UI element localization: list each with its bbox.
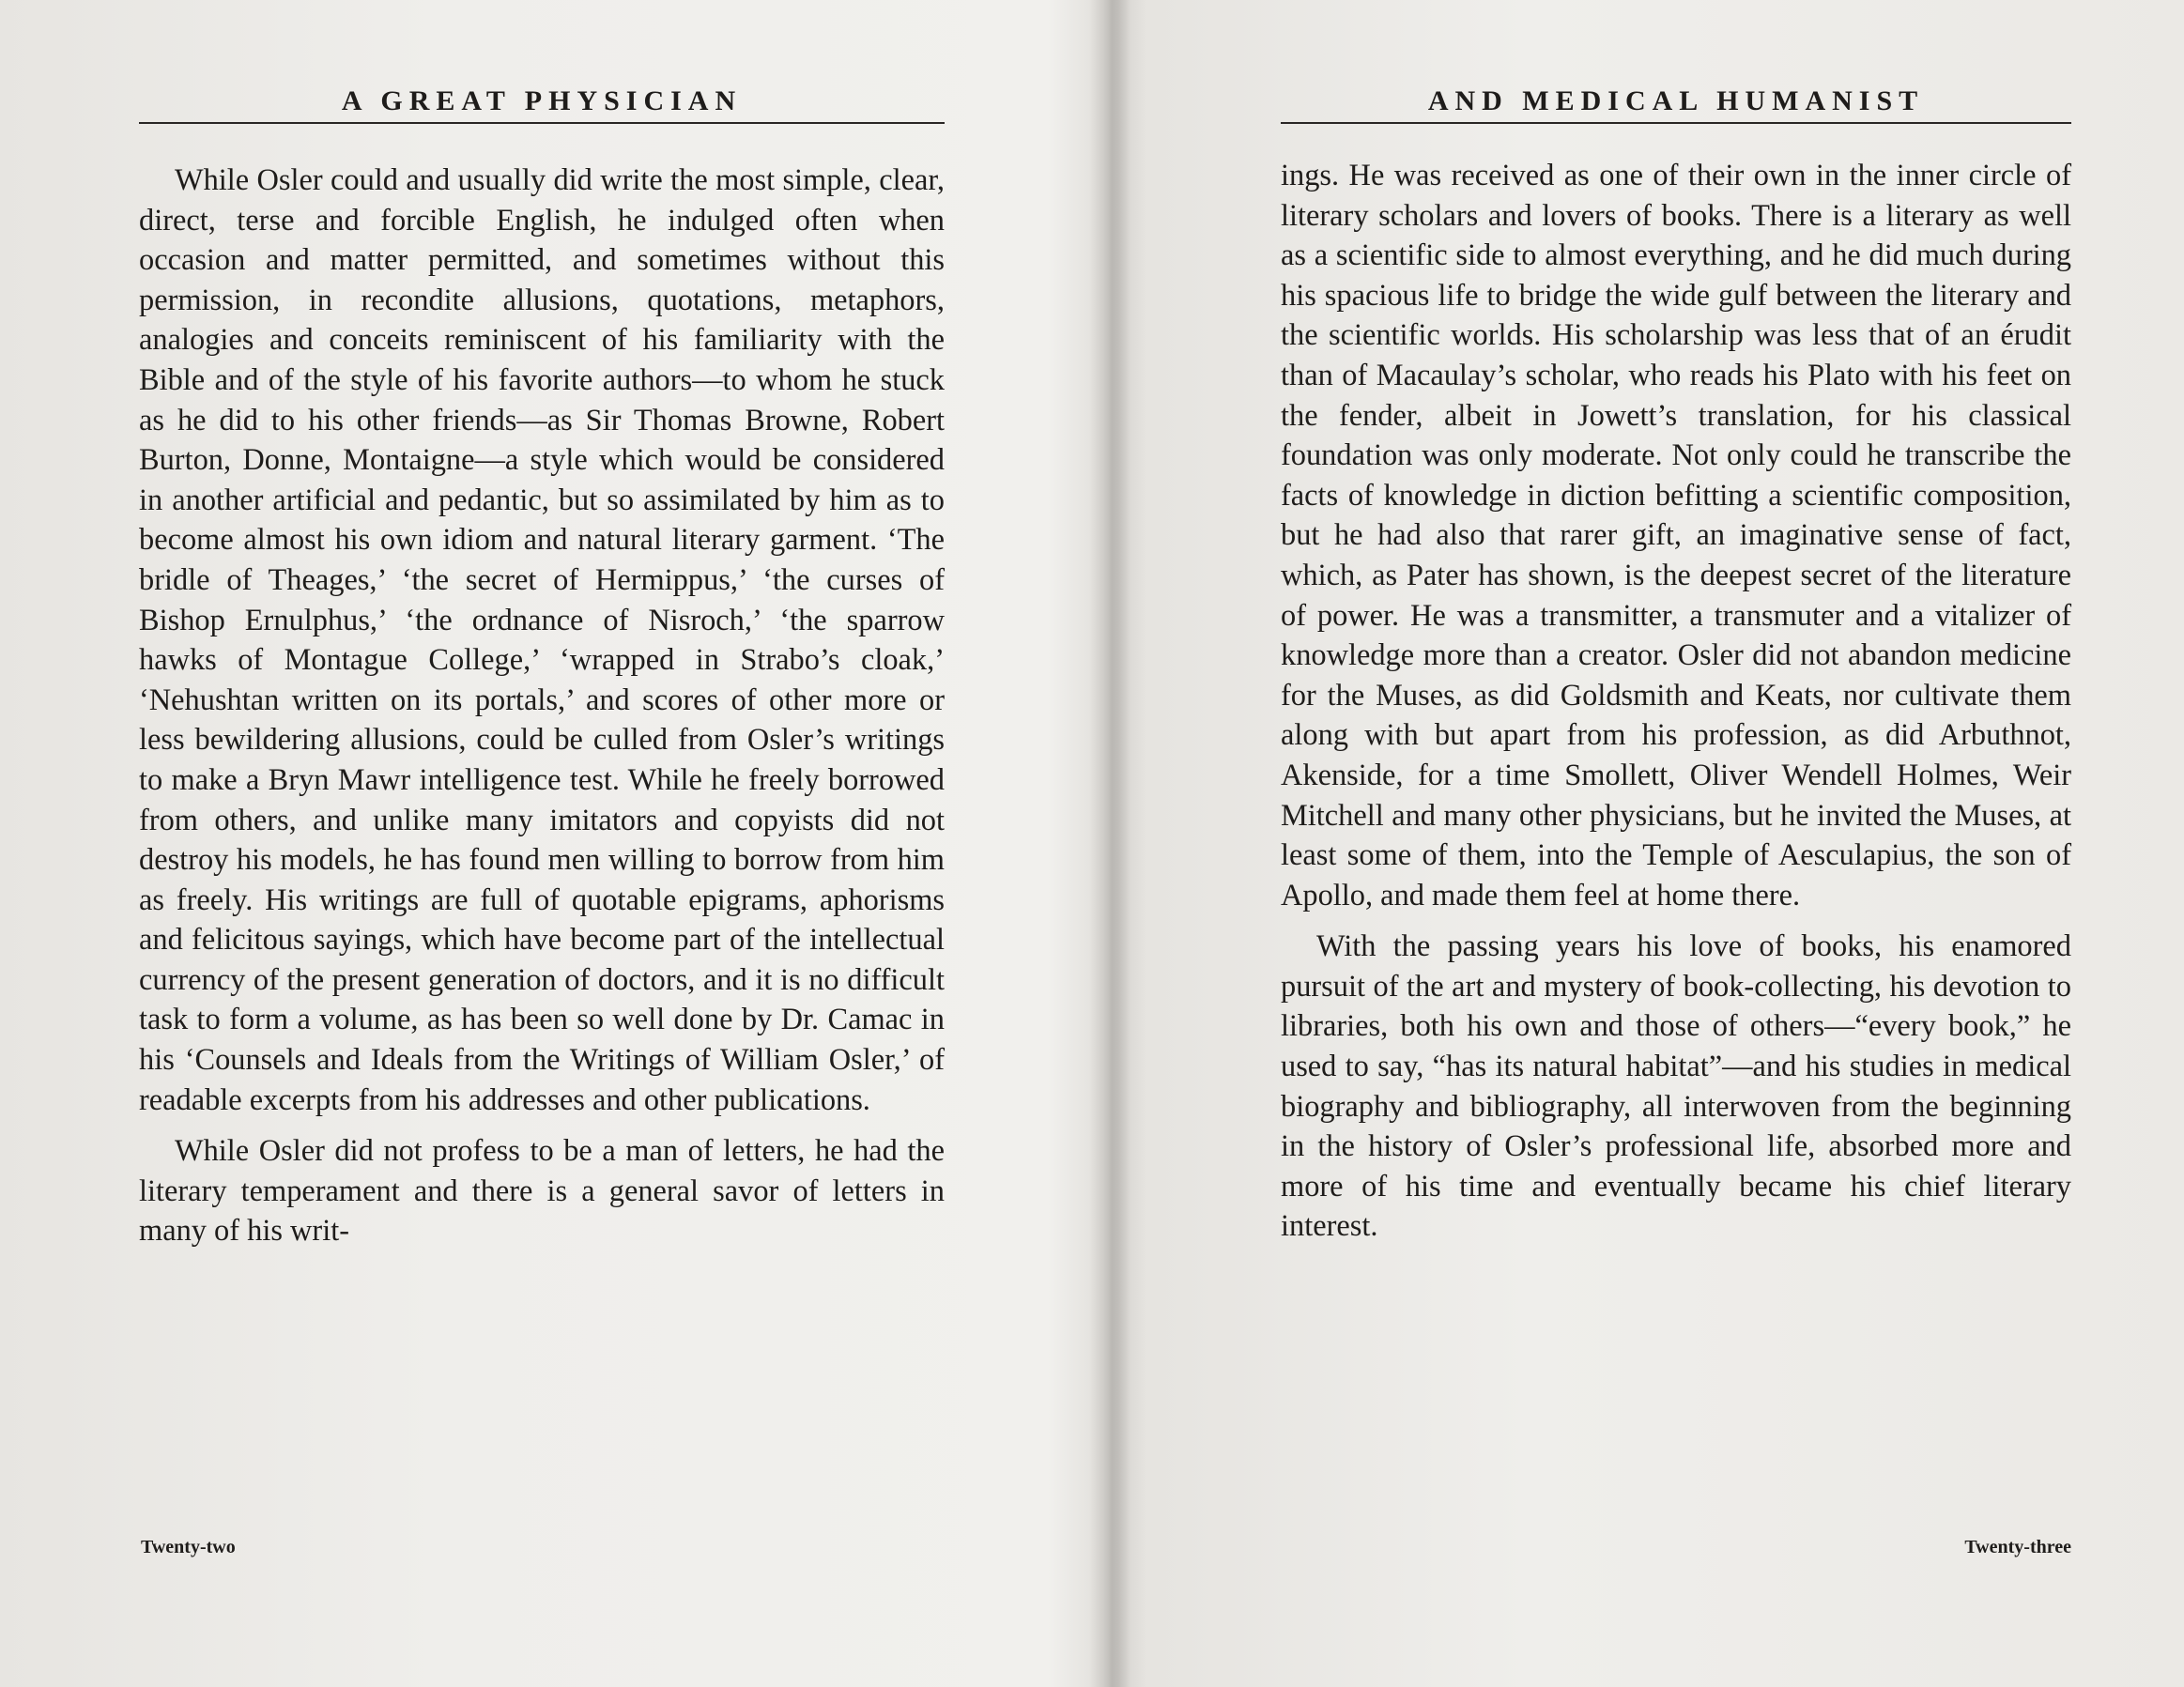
book-gutter [1089, 0, 1130, 1687]
right-paragraph-1: ings. He was received as one of their own in the inner circle of literary scholars and lovers of books. There is a literary as well as a scientific side to almost everything, and he did much during his spacious life to bridge the wide gulf between the literary and the scientific worlds. His scholarship was less that of an érudit than of Macaulay’s scholar, who reads his Plato with his feet on the fender, albeit in Jowett’s translation, for his classical foundation was only moderate. Not only could he transcribe the facts of knowledge in diction befitting a scientific composition, but he had also that rarer gift, an imaginative sense of fact, which, as Pater has shown, is the deepest secret of the literature of power. He was a transmitter, a transmuter and a vitalizer of knowledge more than a creator. Osler did not abandon medicine for the Muses, as did Goldsmith and Keats, nor cultivate them along with but apart from his profession, as did Arbuthnot, Akenside, for a time Smollett, Oliver Wendell Holmes, Weir Mitchell and many other physicians, but he invited the Muses, at least some of them, into the Temple of Aesculapius, the son of Apollo, and made them feel at home there. [1281, 159, 2071, 913]
right-page [1281, 0, 2071, 1687]
left-body-text [139, 161, 945, 1251]
right-paragraph-2: With the passing years his love of books, his enamored pursuit of the art and mystery of book-collecting, his devotion to libraries, both his own and those of others—“every book,” he used to say, “has its natural habitat”—and his studies in medical biography and bibliography, all interwoven from the beginning in the history of Osler’s professional life, absorbed more and more of his time and eventually became his chief literary interest. [1281, 929, 2071, 1244]
left-running-head: A GREAT PHYSICIAN [139, 81, 945, 124]
left-page-number: Twenty-two [141, 1537, 236, 1557]
right-page-number: Twenty-three [1964, 1537, 2071, 1557]
left-page [139, 0, 945, 1687]
right-body-text [1281, 156, 2071, 1247]
left-paragraph-1: While Osler could and usually did write the most simple, clear, direct, terse and forcible English, he indulged often when occasion and matter permitted, and sometimes without this permission, in recondite allusions, quotations, metaphors, analogies and conceits reminiscent of his familiarity with the Bible and of the style of his favorite authors—to whom he stuck as he did to his other friends—as Sir Thomas Browne, Robert Burton, Donne, Montaigne—a style which would be considered in another artificial and pedantic, but so assimilated by him as to become almost his own idiom and natural literary garment. ‘The bridle of Theages,’ ‘the secret of Hermippus,’ ‘the curses of Bishop Ernulphus,’ ‘the ordnance of Nisroch,’ ‘the sparrow hawks of Montague College,’ ‘wrapped in Strabo’s cloak,’ ‘Nehushtan written on its portals,’ and scores of other more or less bewildering allusions, could be culled from Osler’s writings to make a Bryn Mawr intelligence test. While he freely borrowed from others, and unlike many imitators and copyists did not destroy his models, he has found men willing to borrow from him as freely. His writings are full of quotable epigrams, aphorisms and felicitous sayings, which have become part of the intellectual currency of the present generation of doctors, and it is no difficult task to form a volume, as has been so well done by Dr. Camac in his ‘Counsels and Ideals from the Writings of William Osler,’ of readable excerpts from his addresses and other publications. [139, 163, 945, 1117]
left-paragraph-2: While Osler did not profess to be a man of letters, he had the literary temperament and there is a general savor of letters in many of his writ- [139, 1134, 945, 1249]
right-running-head: AND MEDICAL HUMANIST [1281, 81, 2071, 124]
